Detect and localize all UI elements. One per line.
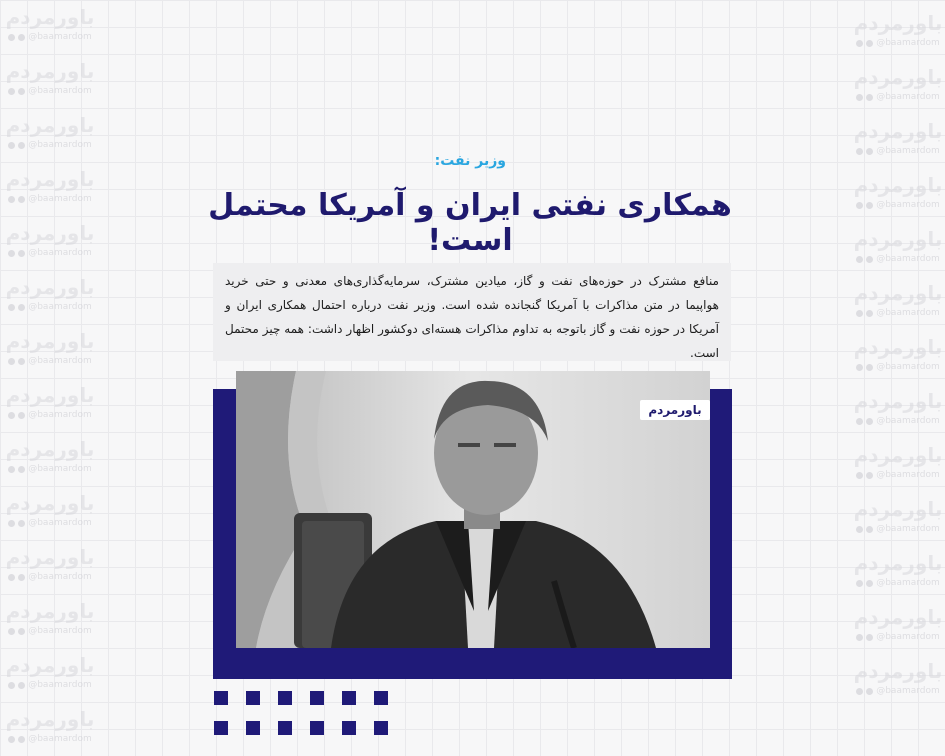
watermark: باورمردم @baamardom	[5, 221, 95, 258]
telegram-icon	[866, 688, 873, 695]
decor-square	[374, 691, 388, 705]
watermark: باورمردم @baamardom	[5, 707, 95, 744]
instagram-icon	[8, 466, 15, 473]
telegram-icon	[18, 682, 25, 689]
instagram-icon	[8, 88, 15, 95]
instagram-icon	[8, 250, 15, 257]
watermark-handle: @baamardom	[28, 32, 92, 42]
watermark	[2, 4, 98, 54]
watermark: باورمردم @baamardom	[5, 599, 95, 636]
telegram-icon	[18, 34, 25, 41]
telegram-icon	[18, 574, 25, 581]
instagram-icon	[8, 34, 15, 41]
watermark: باورمردم @baamardom	[853, 389, 943, 426]
decor-square	[310, 691, 324, 705]
watermark: باورمردم @baamardom	[5, 437, 95, 474]
decor-square	[310, 721, 324, 735]
telegram-icon	[18, 412, 25, 419]
article-headline: همکاری نفتی ایران و آمریکا محتمل است!	[208, 188, 732, 258]
watermark: باورمردم @baamardom	[5, 59, 95, 96]
instagram-icon	[856, 256, 863, 263]
instagram-icon	[856, 580, 863, 587]
telegram-icon	[18, 196, 25, 203]
decor-square	[342, 721, 356, 735]
telegram-icon	[18, 88, 25, 95]
instagram-icon	[856, 148, 863, 155]
watermark: باورمردم @baamardom	[853, 65, 943, 102]
instagram-icon	[8, 682, 15, 689]
telegram-icon	[866, 580, 873, 587]
decor-square	[214, 721, 228, 735]
minister-photo	[236, 371, 710, 648]
instagram-icon	[8, 142, 15, 149]
watermark: باورمردم @baamardom	[853, 659, 943, 696]
watermark: باورمردم @baamardom	[5, 653, 95, 690]
instagram-icon	[856, 688, 863, 695]
instagram-icon	[856, 94, 863, 101]
photo-watermark-logo: باورمردم	[640, 400, 710, 420]
watermark: باورمردم @baamardom	[853, 173, 943, 210]
instagram-icon	[856, 364, 863, 371]
decor-square	[214, 691, 228, 705]
telegram-icon	[866, 472, 873, 479]
watermark: باورمردم @baamardom	[853, 11, 943, 48]
decor-square	[342, 691, 356, 705]
telegram-icon	[866, 418, 873, 425]
telegram-icon	[18, 142, 25, 149]
instagram-icon	[856, 634, 863, 641]
telegram-icon	[18, 358, 25, 365]
telegram-icon	[18, 520, 25, 527]
telegram-icon	[18, 304, 25, 311]
watermark: باورمردم @baamardom	[853, 551, 943, 588]
instagram-icon	[8, 520, 15, 527]
telegram-icon	[18, 466, 25, 473]
instagram-icon	[8, 196, 15, 203]
telegram-icon	[866, 364, 873, 371]
watermark: باورمردم @baamardom	[5, 329, 95, 366]
instagram-icon	[856, 472, 863, 479]
telegram-icon	[866, 256, 873, 263]
article-lead: منافع مشترک در حوزه‌های نفت و گاز، میادین مشترک، سرمایه‌گذاری‌های معدنی و حتی خرید هواپیما در متن مذاکرات با آمریکا گنجانده شده است. وزیر نفت درباره احتمال همکاری ایران و آمریکا در حوزه نفت و گاز باتوجه به تداوم مذاکرات هسته‌ای دوکشور اظهار داشت: همه چیز محتمل است.	[225, 274, 719, 360]
watermark: باورمردم @baamardom	[853, 335, 943, 372]
watermark: باورمردم @baamardom	[853, 281, 943, 318]
decor-square	[246, 691, 260, 705]
telegram-icon	[18, 628, 25, 635]
watermark: باورمردم @baamardom	[5, 383, 95, 420]
watermark: باورمردم @baamardom	[853, 227, 943, 264]
article-kicker: وزیر نفت:	[434, 153, 506, 169]
telegram-icon	[866, 310, 873, 317]
instagram-icon	[8, 358, 15, 365]
telegram-icon	[866, 202, 873, 209]
watermark: باورمردم @baamardom	[5, 545, 95, 582]
portrait-illustration	[236, 371, 710, 648]
lead-box	[213, 263, 731, 361]
telegram-icon	[18, 736, 25, 743]
watermark: باورمردم @baamardom	[5, 275, 95, 312]
watermark: باورمردم @baamardom	[853, 605, 943, 642]
instagram-icon	[856, 526, 863, 533]
instagram-icon	[8, 736, 15, 743]
instagram-icon	[856, 418, 863, 425]
watermark-logo: باورمردم	[5, 5, 95, 29]
instagram-icon	[856, 202, 863, 209]
decor-square	[246, 721, 260, 735]
instagram-icon	[8, 412, 15, 419]
watermark: باورمردم @baamardom	[853, 119, 943, 156]
instagram-icon	[8, 628, 15, 635]
decor-square	[278, 721, 292, 735]
decor-square	[374, 721, 388, 735]
instagram-icon	[856, 40, 863, 47]
telegram-icon	[866, 94, 873, 101]
watermark: باورمردم @baamardom	[5, 167, 95, 204]
watermark-column-right	[848, 0, 945, 756]
telegram-icon	[866, 634, 873, 641]
decor-square	[278, 691, 292, 705]
watermark-column-left	[0, 0, 100, 756]
telegram-icon	[866, 148, 873, 155]
decorative-squares	[214, 691, 394, 741]
watermark: باورمردم @baamardom	[5, 113, 95, 150]
watermark: باورمردم @baamardom	[5, 491, 95, 528]
instagram-icon	[856, 310, 863, 317]
telegram-icon	[18, 250, 25, 257]
telegram-icon	[866, 526, 873, 533]
watermark: باورمردم @baamardom	[853, 443, 943, 480]
watermark: باورمردم @baamardom	[853, 497, 943, 534]
telegram-icon	[866, 40, 873, 47]
instagram-icon	[8, 574, 15, 581]
instagram-icon	[8, 304, 15, 311]
